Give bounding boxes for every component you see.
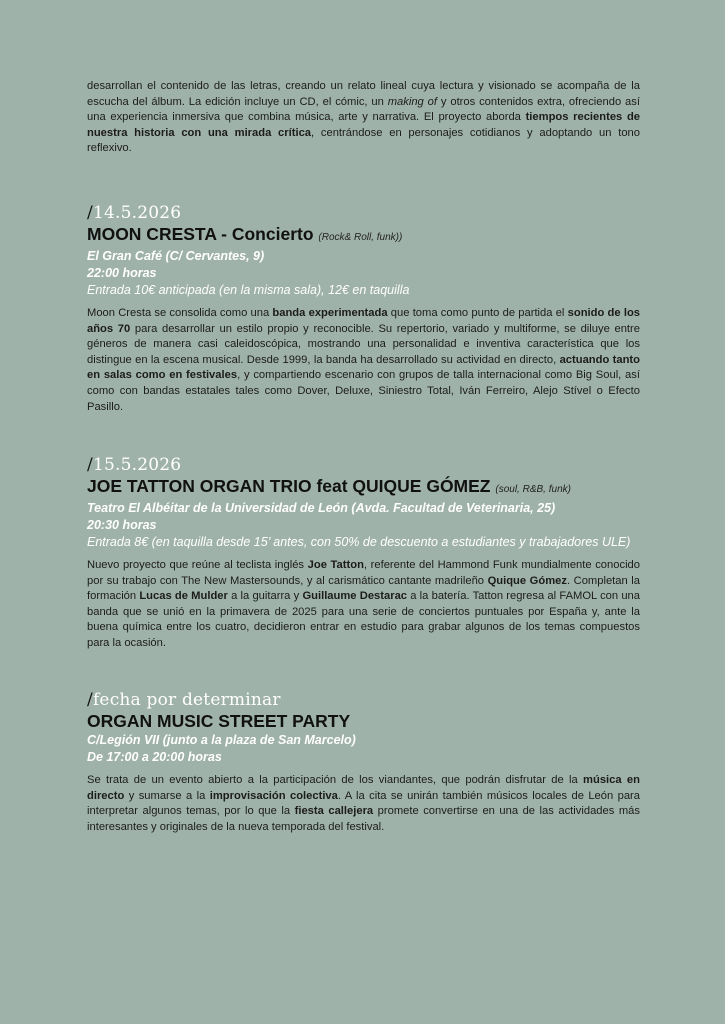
event-title: ORGAN MUSIC STREET PARTY [87,711,351,731]
event-venue: Teatro El Albéitar de la Universidad de León (Avda. Facultad de Veterinaria, 25) [87,501,556,515]
event-date: /15.5.2026 [87,455,182,475]
event-description: Moon Cresta se consolida como una banda experimentada que toma como punto de partida el sonido de los años 70 para desarrollar un estilo propio y reconocible. Su repertorio, variado y multiforme, se diluye entre géneros de manera casi caleidoscópica, mostrando una personalidad e inventiva característica que los distingue en la escena musical. Desde 1999, la banda ha desarrollado su actividad en directo, actuando tanto en salas como en festivales, y compartiendo escenario con grupos de talla internacional como Big Soul, así como con bandas estatales tales como Dover, Deluxe, Siniestro Total, Iván Ferreiro, Alejo Stível o Efecto Pasillo. [87,307,640,413]
event-title: MOON CRESTA - Concierto (Rock& Roll, funk)) [87,224,403,244]
event-moon-cresta [87,203,640,415]
event-price: Entrada 10€ anticipada (en la misma sala), 12€ en taquilla [87,283,410,297]
event-title: JOE TATTON ORGAN TRIO feat QUIQUE GÓMEZ (soul, R&B, funk) [87,476,571,496]
event-date: /fecha por determinar [87,690,281,710]
event-description: Nuevo proyecto que reúne al teclista inglés Joe Tatton, referente del Hammond Funk mundialmente conocido por su trabajo con The New Mastersounds, y al carismático cantante madrileño Quique Gómez. Completan la formación Lucas de Mulder a la guitarra y Guillaume Destarac a la batería. Tatton regresa al FAMOL con una banda que se unió en la primavera de 2025 para una serie de conciertos puntuales por España y, ante la buena química entre los cuatro, decidieron entrar en estudio para grabar algunos de los temas compuestos para la ocasión. [87,559,641,649]
event-venue: El Gran Café (C/ Cervantes, 9) [87,249,265,263]
event-street-party [87,690,640,835]
event-genre: (soul, R&B, funk) [495,484,571,495]
event-date: /14.5.2026 [87,203,182,223]
event-joe-tatton [87,455,640,652]
event-time: 20:30 horas [87,518,157,532]
event-genre: (Rock& Roll, funk)) [318,232,403,243]
event-description: Se trata de un evento abierto a la participación de los viandantes, que podrán disfrutar de la música en directo y sumarse a la improvisación colectiva. A la cita se unirán también músicos locales de León para interpretar algunos temas, por lo que la fiesta callejera promete convertirse en una de las actividades más interesantes y originales de la nueva temporada del festival. [87,774,641,833]
intro-paragraph: desarrollan el contenido de las letras, creando un relato lineal cuya lectura y visionado se acompaña de la escucha del álbum. La edición incluye un CD, el cómic, un making of y otros contenidos extra, ofreciendo así una experiencia inmersiva que combina música, arte y narrativa. El proyecto aborda tiempos recientes de nuestra historia con una mirada crítica, centrándose en personajes cotidianos y adoptando un tono reflexivo. [87,80,640,155]
event-venue: C/Legión VII (junto a la plaza de San Marcelo) [87,733,356,747]
intro-text [87,79,640,157]
event-price: Entrada 8€ (en taquilla desde 15’ antes, con 50% de descuento a estudiantes y trabajadores ULE) [87,535,631,549]
event-time: 22:00 horas [87,266,157,280]
event-time: De 17:00 a 20:00 horas [87,750,222,764]
